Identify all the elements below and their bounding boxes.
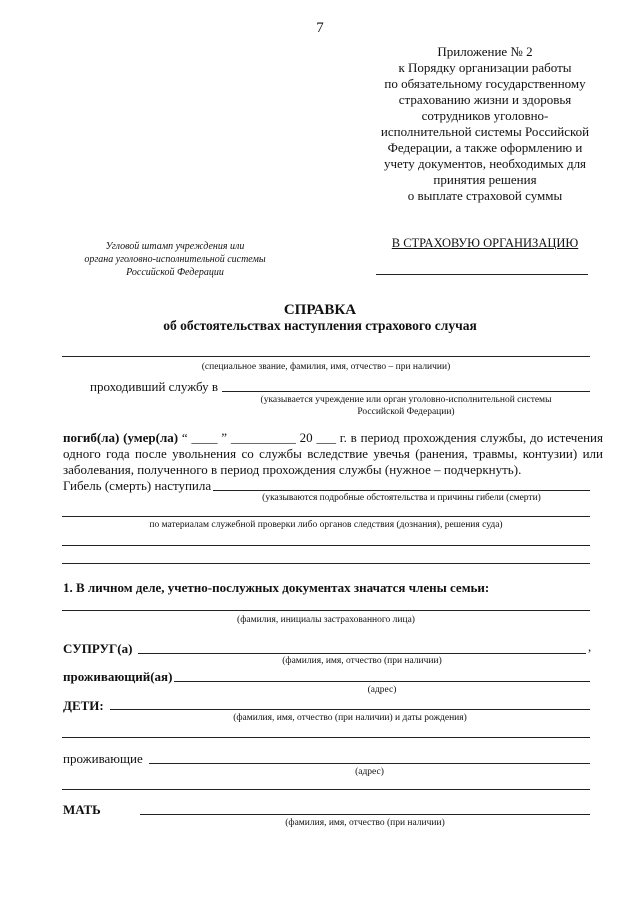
children-caption: (фамилия, имя, отчество (при наличии) и даты рождения) <box>233 713 467 723</box>
insurer-line <box>376 274 588 275</box>
death-occurred-label: Гибель (смерть) наступила <box>63 478 212 493</box>
circumstances-field-line[interactable] <box>213 490 590 491</box>
section-1-heading: 1. В личном деле, учетно-послужных документах значатся члены семьи: <box>63 580 490 595</box>
appendix-line: страхованию жизни и здоровья <box>398 92 572 107</box>
circumstances-caption: (указываются подробные обстоятельства и причины гибели (смерти) <box>262 493 541 503</box>
document-title: СПРАВКА <box>283 302 357 318</box>
insured-caption: (фамилия, инициалы застрахованного лица) <box>237 615 415 625</box>
stamp-line: Российской Федерации <box>126 267 224 278</box>
blank-line[interactable] <box>62 563 590 564</box>
mother-caption: (фамилия, имя, отчество (при наличии) <box>285 818 445 828</box>
corner-stamp-note <box>70 240 280 279</box>
residing-plural-label: проживающие <box>63 751 143 766</box>
death-paragraph <box>63 430 603 478</box>
appendix-line: сотрудников уголовно- <box>421 108 549 123</box>
appendix-line: по обязательному государственному <box>384 76 586 91</box>
mother-field-line[interactable] <box>140 814 590 815</box>
appendix-block <box>360 44 610 204</box>
materials-caption: по материалам служебной проверки либо органов следствия (дознания), решения суда) <box>149 520 503 530</box>
appendix-line: учету документов, необходимых для <box>383 156 587 171</box>
address-caption: (адрес) <box>367 685 397 695</box>
page-number: 7 <box>316 20 324 36</box>
institution-caption-2: Российской Федерации) <box>357 407 455 417</box>
comma-mark: , <box>588 639 592 654</box>
insured-field-line[interactable] <box>62 610 590 611</box>
appendix-line: исполнительной системы Российской <box>380 124 590 139</box>
residing-plural-field-line[interactable] <box>149 763 590 764</box>
mother-label: МАТЬ <box>63 802 101 817</box>
insurer-heading: В СТРАХОВУЮ ОРГАНИЗАЦИЮ <box>391 236 579 250</box>
spouse-label: СУПРУГ(а) <box>63 641 133 656</box>
name-caption: (специальное звание, фамилия, имя, отчество – при наличии) <box>201 362 451 372</box>
document-subtitle: об обстоятельствах наступления страхового случая <box>163 318 477 333</box>
blank-line[interactable] <box>62 545 590 546</box>
institution-caption-1: (указывается учреждение или орган уголовно-исполнительной системы <box>260 395 552 405</box>
stamp-line: Угловой штамп учреждения или <box>105 241 245 252</box>
spouse-caption: (фамилия, имя, отчество (при наличии) <box>282 656 442 666</box>
appendix-line: Федерации, а также оформлению и <box>387 140 583 155</box>
appendix-line: принятия решения <box>433 172 537 187</box>
stamp-line: органа уголовно-исполнительной системы <box>84 254 266 265</box>
spouse-field-line[interactable] <box>138 653 586 654</box>
circumstances-line-2[interactable] <box>62 516 590 517</box>
death-bold-label: погиб(ла) (умер(ла) <box>63 430 179 445</box>
residing-label: проживающий(ая) <box>63 669 173 684</box>
death-date-field[interactable]: “ ____ ” __________ 20 ___ <box>181 430 336 445</box>
children-field-line[interactable] <box>110 709 590 710</box>
served-field-line[interactable] <box>222 391 590 392</box>
appendix-line: Приложение № 2 <box>437 44 533 59</box>
children-label: ДЕТИ: <box>63 698 104 713</box>
address-caption-2: (адрес) <box>355 767 384 777</box>
address-line-2[interactable] <box>62 789 590 790</box>
name-field-line[interactable] <box>62 356 590 357</box>
children-line-2[interactable] <box>62 737 590 738</box>
residing-field-line[interactable] <box>174 681 590 682</box>
death-text: г. в период прохождения службы, до истечения одного года после увольнения со службы вследствие увечья (ранения, травмы, контузии) или заболевания, полученного в период прохождения службы (нужное – подчеркнуть). <box>63 430 603 477</box>
served-label: проходивший службу в <box>90 379 219 394</box>
appendix-line: к Порядку организации работы <box>398 60 572 75</box>
appendix-line: о выплате страховой суммы <box>407 188 563 203</box>
